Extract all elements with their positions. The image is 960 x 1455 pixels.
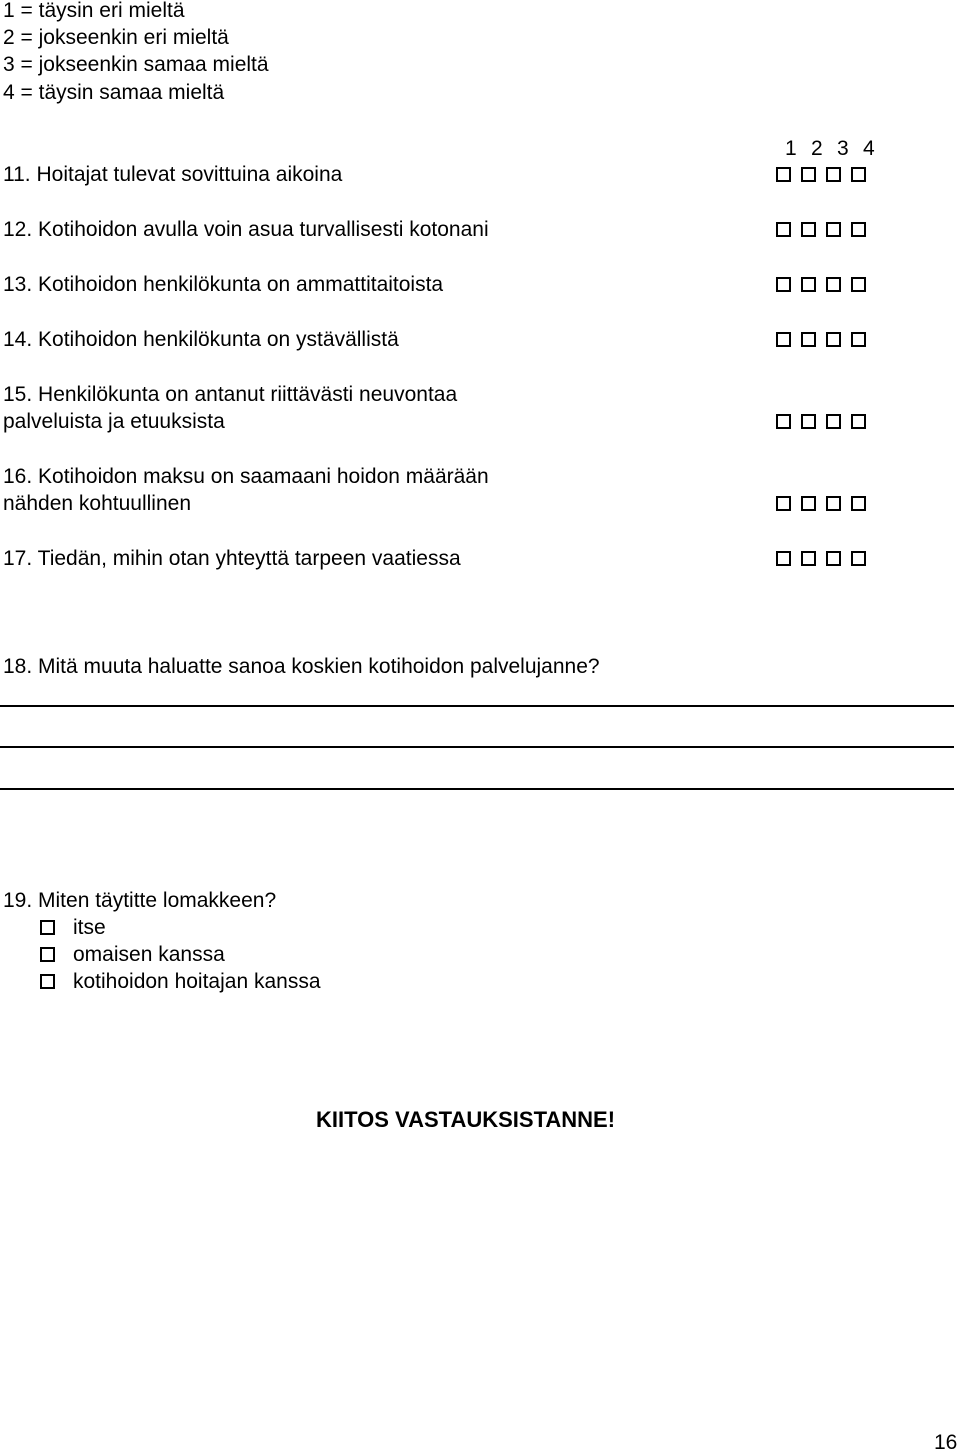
- q12-option-4-checkbox[interactable]: [851, 222, 866, 237]
- q15-option-3-checkbox[interactable]: [826, 414, 841, 429]
- question-11: 11. Hoitajat tulevat sovittuina aikoina: [3, 163, 343, 186]
- q17-option-1-checkbox[interactable]: [776, 551, 791, 566]
- q17-option-3-checkbox[interactable]: [826, 551, 841, 566]
- q12-option-1-checkbox[interactable]: [776, 222, 791, 237]
- q13-option-1-checkbox[interactable]: [776, 277, 791, 292]
- q16-option-4-checkbox[interactable]: [851, 496, 866, 511]
- scale-line-3: 3 = jokseenkin samaa mieltä: [3, 53, 269, 76]
- question-16-line-2: nähden kohtuullinen: [3, 492, 191, 515]
- fill-option-omainen: [40, 944, 225, 965]
- q14-option-4-checkbox[interactable]: [851, 332, 866, 347]
- question-14-options: [776, 332, 866, 347]
- q16-option-3-checkbox[interactable]: [826, 496, 841, 511]
- question-11-options: [776, 167, 866, 182]
- fill-option-1-checkbox[interactable]: [40, 920, 55, 935]
- question-14: 14. Kotihoidon henkilökunta on ystävällistä: [3, 328, 399, 351]
- question-17-options: [776, 551, 866, 566]
- q11-option-4-checkbox[interactable]: [851, 167, 866, 182]
- fill-option-3-checkbox[interactable]: [40, 974, 55, 989]
- q17-option-2-checkbox[interactable]: [801, 551, 816, 566]
- q11-option-2-checkbox[interactable]: [801, 167, 816, 182]
- fill-option-1-label: itse: [73, 916, 106, 939]
- question-18: 18. Mitä muuta haluatte sanoa koskien kotihoidon palvelujanne?: [3, 655, 600, 678]
- answer-line-1[interactable]: [0, 705, 954, 707]
- q12-option-2-checkbox[interactable]: [801, 222, 816, 237]
- q17-option-4-checkbox[interactable]: [851, 551, 866, 566]
- q12-option-3-checkbox[interactable]: [826, 222, 841, 237]
- q11-option-1-checkbox[interactable]: [776, 167, 791, 182]
- q14-option-3-checkbox[interactable]: [826, 332, 841, 347]
- question-15-line-2: palveluista ja etuuksista: [3, 410, 225, 433]
- scale-line-4: 4 = täysin samaa mieltä: [3, 81, 225, 104]
- q16-option-1-checkbox[interactable]: [776, 496, 791, 511]
- column-header-2: 2: [811, 137, 823, 160]
- question-15-line-1: 15. Henkilökunta on antanut riittävästi neuvontaa: [3, 383, 458, 406]
- question-13-options: [776, 277, 866, 292]
- answer-line-2[interactable]: [0, 746, 954, 748]
- q13-option-4-checkbox[interactable]: [851, 277, 866, 292]
- q13-option-3-checkbox[interactable]: [826, 277, 841, 292]
- question-16-line-1: 16. Kotihoidon maksu on saamaani hoidon määrään: [3, 465, 489, 488]
- question-17: 17. Tiedän, mihin otan yhteyttä tarpeen vaatiessa: [3, 547, 461, 570]
- question-19: 19. Miten täytitte lomakkeen?: [3, 889, 277, 912]
- question-12-options: [776, 222, 866, 237]
- q16-option-2-checkbox[interactable]: [801, 496, 816, 511]
- scale-line-1: 1 = täysin eri mieltä: [3, 0, 185, 22]
- question-12: 12. Kotihoidon avulla voin asua turvallisesti kotonani: [3, 218, 489, 241]
- q13-option-2-checkbox[interactable]: [801, 277, 816, 292]
- column-header-3: 3: [837, 137, 849, 160]
- q15-option-2-checkbox[interactable]: [801, 414, 816, 429]
- fill-option-2-label: omaisen kanssa: [73, 943, 225, 966]
- fill-option-itse: [40, 917, 106, 938]
- column-header-1: 1: [785, 137, 797, 160]
- column-header-4: 4: [863, 137, 875, 160]
- question-13: 13. Kotihoidon henkilökunta on ammattitaitoista: [3, 273, 444, 296]
- q15-option-1-checkbox[interactable]: [776, 414, 791, 429]
- fill-option-hoitaja: [40, 971, 321, 992]
- answer-line-3[interactable]: [0, 788, 954, 790]
- q15-option-4-checkbox[interactable]: [851, 414, 866, 429]
- q11-option-3-checkbox[interactable]: [826, 167, 841, 182]
- fill-option-2-checkbox[interactable]: [40, 947, 55, 962]
- q14-option-1-checkbox[interactable]: [776, 332, 791, 347]
- q14-option-2-checkbox[interactable]: [801, 332, 816, 347]
- fill-option-3-label: kotihoidon hoitajan kanssa: [73, 970, 321, 993]
- question-16-options: [776, 496, 866, 511]
- page-number: 16: [934, 1431, 958, 1454]
- scale-line-2: 2 = jokseenkin eri mieltä: [3, 26, 229, 49]
- thanks-heading: KIITOS VASTAUKSISTANNE!: [316, 1107, 616, 1132]
- question-15-options: [776, 414, 866, 429]
